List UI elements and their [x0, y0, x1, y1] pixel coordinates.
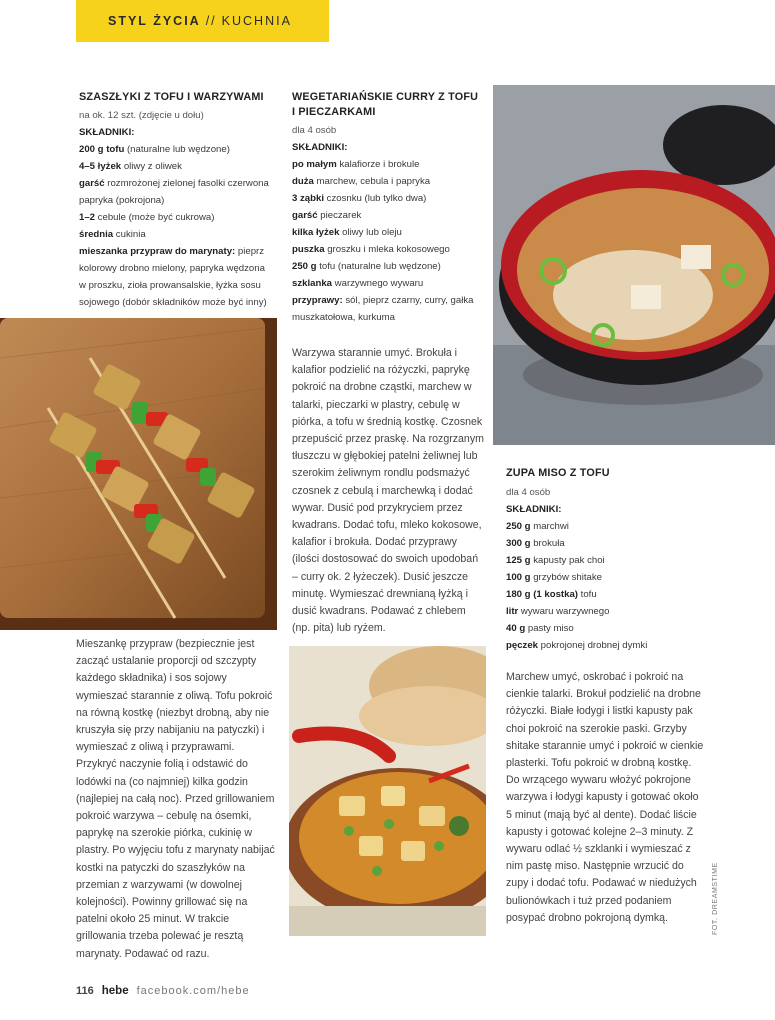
- ingredient-description: marchwi: [530, 521, 569, 532]
- ingredient-quantity: pęczek: [506, 640, 538, 651]
- ingredient-item: [292, 190, 484, 207]
- ingredient-item: [79, 209, 274, 226]
- ingredient-quantity: garść: [79, 178, 105, 189]
- ingredient-description: warzywnego wywaru: [332, 278, 424, 289]
- ingredient-quantity: średnia: [79, 229, 114, 240]
- method-text: Mieszankę przypraw (bezpiecznie jest zacząć ustalanie proporcji od szczypty każdego składnika) i sos sojowy wymieszać starannie z oliwą. Tofu pokroić na równą kostkę (niezbyt drobną, aby nie kruszyła się przy nabijaniu na patyczki) i wymieszać z oliwą i przyprawami. Przykryć naczynie folią i odstawić do lodówki na (co najmniej) kilka godzin (najlepiej na całą noc). Przed grillowaniem pokroić warzywa – cebulę na ósemki, paprykę na szerokie piórka, cukinię w plastry. Po wyjęciu tofu z marynaty nabijać kostki na patyczki do szaszłyków na przemian z warzywami (w dowolnej kolejności). Powinny grillować się na patelni około 25 minut. W trakcie grillowania trzeba polewać je resztą marynaty. Podawać od razu.: [76, 638, 275, 960]
- ingredient-item: [79, 141, 274, 158]
- ingredient-quantity: duża: [292, 176, 314, 187]
- ingredient-quantity: 40 g: [506, 623, 526, 634]
- ingredients-list: [506, 518, 706, 654]
- ingredient-description: kapusty pak choi: [530, 555, 605, 566]
- ingredient-item: [292, 224, 484, 241]
- recipe-title: WEGETARIAŃSKIE CURRY Z TOFU I PIECZARKAMI: [292, 91, 479, 118]
- ingredient-quantity: 300 g: [506, 538, 531, 549]
- ingredient-description: sól, pieprz czarny, curry, gałka muszkatołowa, kurkuma: [292, 295, 474, 323]
- ingredient-description: pieczarek: [317, 210, 362, 221]
- ingredient-description: marchew, cebula i papryka: [313, 176, 431, 187]
- ingredient-item: [292, 173, 484, 190]
- ingredient-quantity: 3 ząbki: [292, 193, 324, 204]
- ingredient-description: (naturalne lub wędzone): [124, 144, 230, 155]
- ingredient-description: tofu: [578, 589, 597, 600]
- ingredient-quantity: 4–5 łyżek: [79, 161, 122, 172]
- recipe-curry-ingredients: [292, 90, 484, 326]
- ingredients-label: SKŁADNIKI:: [506, 504, 562, 515]
- ingredients-label: SKŁADNIKI:: [292, 142, 348, 153]
- ingredients-list: [292, 156, 484, 326]
- recipe-servings: dla 4 osób: [506, 487, 551, 498]
- ingredient-quantity: 250 g: [506, 521, 531, 532]
- ingredient-item: [292, 156, 484, 173]
- ingredient-description: pokrojonej drobnej dymki: [538, 640, 648, 651]
- ingredient-quantity: po małym: [292, 159, 337, 170]
- recipe-skewers-method: [76, 636, 275, 963]
- recipe-curry-method: [292, 345, 486, 637]
- ingredient-item: [292, 292, 484, 326]
- ingredient-item: [292, 275, 484, 292]
- section-separator: //: [205, 14, 217, 28]
- ingredient-description: oliwy z oliwek: [121, 161, 182, 172]
- ingredient-item: [506, 518, 706, 535]
- photo-tofu-skewers: [0, 318, 277, 630]
- section-header: [76, 0, 329, 42]
- ingredient-item: [292, 207, 484, 224]
- ingredient-item: [79, 226, 274, 243]
- magazine-name: hebe: [101, 985, 129, 997]
- ingredient-quantity: 1–2: [79, 212, 96, 223]
- recipe-servings: dla 4 osób: [292, 125, 337, 136]
- ingredient-description: cukinia: [113, 229, 146, 240]
- ingredient-quantity: 125 g: [506, 555, 531, 566]
- ingredient-item: [506, 552, 706, 569]
- ingredient-item: [506, 637, 706, 654]
- method-text: Marchew umyć, oskrobać i pokroić na cienkie talarki. Brokuł podzielić na drobne różyczki. Białe łodygi i listki kapusty pak choi pokroić na szerokie paski. Grzyby shitake starannie umyć i pokroić w cienkie plasterki. Tofu pokroić w drobną kostkę. Do wrzącego wywaru włożyć pokrojone warzywa i łodygi kapusty i gotować około 5 minut (mają być al dente). Dodać liście kapusty i gotować kolejne 2–3 minuty. Z wywaru odlać ½ szklanki i wymieszać z nim pastę miso. Następnie wrzucić do zupy i dodać tofu. Podawać w niedużych bulionówkach i tuż przed podaniem posypać drobno pokrojoną dymką.: [506, 671, 704, 924]
- ingredient-item: [292, 241, 484, 258]
- ingredient-description: pieprz kolorowy drobno mielony, papryka wędzona w proszku, zioła prowansalskie, łyżka sosu sojowego (dobór składników może być inny): [79, 246, 267, 308]
- page-number: 116: [76, 985, 94, 997]
- recipe-skewers-ingredients: [79, 90, 274, 311]
- ingredient-quantity: kilka łyżek: [292, 227, 340, 238]
- recipe-miso-ingredients: [506, 466, 706, 654]
- ingredient-description: rozmrożonej zielonej fasolki czerwona papryka (pokrojona): [79, 178, 269, 206]
- ingredient-item: [292, 258, 484, 275]
- ingredient-description: pasty miso: [525, 623, 574, 634]
- ingredient-quantity: litr: [506, 606, 519, 617]
- ingredient-quantity: 250 g: [292, 261, 317, 272]
- ingredient-description: czosnku (lub tylko dwa): [324, 193, 427, 204]
- ingredient-item: [506, 603, 706, 620]
- ingredient-description: kalafiorze i brokule: [336, 159, 420, 170]
- method-text: Warzywa starannie umyć. Brokuła i kalafior podzielić na różyczki, paprykę pokroić na drobne cząstki, marchew w talarki, pieczarki w plastry, cebulę w piórka, a tofu w średnią kostkę. Czosnek przepuścić przez praskę. Na rozgrzanym tłuszczu w głębokiej patelni żeliwnej lub szerokim żeliwnym rondlu podsmażyć czosnek z cebulą i marchewką i dodać wywar. Dusić pod przykryciem przez kwadrans. Dodać tofu, mleko kokosowe, kalafior i brokuła. Dodać przyprawy (ilości dostosować do swoich upodobań – curry ok. 2 łyżeczek). Dusić jeszcze minutę. Wymieszać drewnianą łyżką i dusić kwadrans. Podawać z chlebem (np. pita) lub ryżem.: [292, 347, 484, 635]
- ingredient-quantity: 100 g: [506, 572, 531, 583]
- recipe-miso-method: [506, 669, 706, 927]
- ingredient-quantity: 200 g tofu: [79, 144, 125, 155]
- ingredient-description: oliwy lub oleju: [339, 227, 402, 238]
- ingredient-description: grzybów shitake: [530, 572, 602, 583]
- ingredient-item: [506, 620, 706, 637]
- ingredient-description: brokuła: [530, 538, 565, 549]
- ingredient-item: [79, 243, 274, 311]
- ingredient-item: [506, 569, 706, 586]
- page-footer: [76, 985, 250, 997]
- ingredients-label: SKŁADNIKI:: [79, 127, 135, 138]
- recipe-title: ZUPA MISO Z TOFU: [506, 467, 610, 479]
- subsection-name: KUCHNIA: [221, 14, 292, 28]
- facebook-link[interactable]: facebook.com/hebe: [136, 985, 250, 997]
- ingredients-list: [79, 141, 274, 311]
- ingredient-quantity: garść: [292, 210, 318, 221]
- ingredient-item: [79, 158, 274, 175]
- photo-curry-pan: [289, 646, 486, 936]
- ingredient-item: [506, 586, 706, 603]
- ingredient-description: tofu (naturalne lub wędzone): [316, 261, 441, 272]
- ingredient-quantity: puszka: [292, 244, 325, 255]
- ingredient-quantity: 180 g (1 kostka): [506, 589, 578, 600]
- ingredient-quantity: szklanka: [292, 278, 333, 289]
- ingredient-quantity: mieszanka przypraw do marynaty:: [79, 246, 236, 257]
- photo-miso-soup: [493, 85, 775, 445]
- photo-credit: FOT. DREAMSTIME: [712, 862, 719, 935]
- ingredient-item: [79, 175, 274, 209]
- section-name: STYL ŻYCIA: [108, 14, 201, 28]
- ingredient-description: wywaru warzywnego: [518, 606, 610, 617]
- ingredient-description: groszku i mleka kokosowego: [324, 244, 450, 255]
- ingredient-description: cebule (może być cukrowa): [95, 212, 215, 223]
- ingredient-quantity: przyprawy:: [292, 295, 343, 306]
- recipe-servings: na ok. 12 szt. (zdjęcie u dołu): [79, 110, 204, 121]
- recipe-title: SZASZŁYKI Z TOFU I WARZYWAMI: [79, 91, 264, 103]
- ingredient-item: [506, 535, 706, 552]
